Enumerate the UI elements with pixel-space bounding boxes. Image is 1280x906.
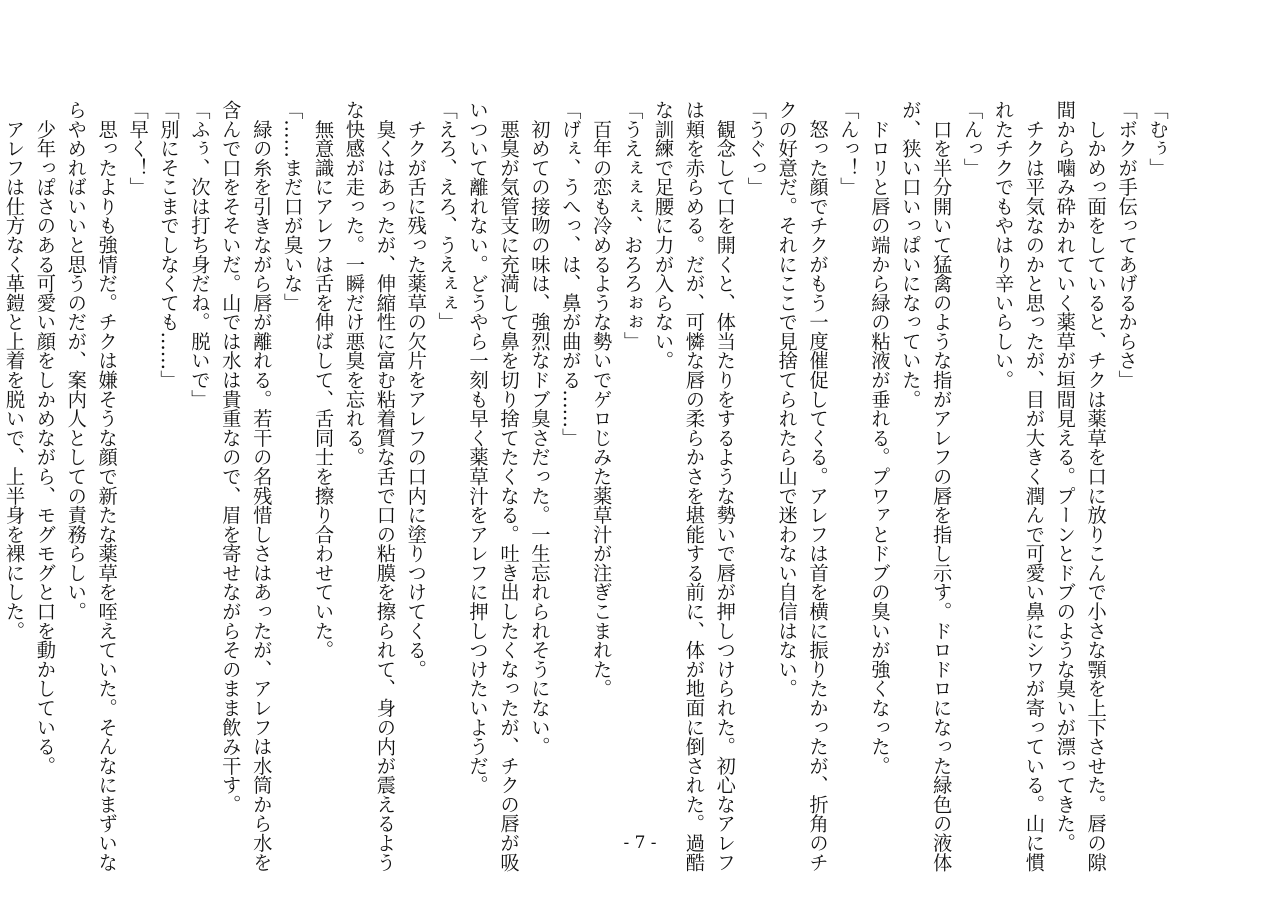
text-line: 百年の恋も冷めるような勢いでゲロじみた薬草汁が注ぎこまれた。 (589, 100, 613, 698)
text-line: 「早く！」 (126, 100, 150, 197)
text-line: アレフは仕方なく革鎧と上着を脱いで、上半身を裸にした。 (2, 100, 26, 641)
text-line: な訓練で足腰に力が入らない。 (651, 100, 675, 371)
text-line: れたチクでもやはり辛いらしい。 (991, 100, 1015, 390)
text-line: 「えろ、えろ、うえぇぇ」 (435, 100, 459, 332)
text-line: いついて離れない。どうやら一刻も早く薬草汁をアレフに押しつけたいようだ。 (466, 100, 490, 795)
text-line: 臭くはあったが、伸縮性に富む粘着質な舌で口の粘膜を擦られて、身の内が震えるよう (373, 100, 397, 872)
text-line: クの好意だ。それにここで見捨てられたら山で迷わない自信はない。 (775, 100, 799, 698)
text-line: チクが舌に残った薬草の欠片をアレフの口内に塗りつけてくる。 (404, 100, 428, 679)
text-line: が、狭い口いっぱいになっていた。 (898, 100, 922, 409)
text-line: 「ボクが手伝ってあげるからさ」 (1115, 100, 1139, 390)
text-line: ドロリと唇の端から緑の粘液が垂れる。プワァとドブの臭いが強くなった。 (867, 100, 891, 776)
text-line: 無意識にアレフは舌を伸ばして、舌同士を擦り合わせていた。 (311, 100, 335, 660)
text-line: らやめればいいと思うのだが、案内人としての責務らしい。 (64, 100, 88, 621)
text-line: 「げぇ、うへっ、は、鼻が曲がる……」 (558, 100, 582, 448)
text-line: 悪臭が気管支に充満して鼻を切り捨てたくなる。吐き出したくなったが、チクの唇が吸 (496, 100, 520, 872)
text-line: は頬を赤らめる。だが、可憐な唇の柔らかさを堪能する前に、体が地面に倒された。過酷 (682, 100, 706, 872)
text-line: 思ったよりも強情だ。チクは嫌そうな顔で新たな薬草を咥えていた。そんなにまずいな (95, 100, 119, 872)
text-line: 「うぐっ」 (744, 100, 768, 197)
text-line: 観念して口を開くと、体当たりをするような勢いで唇が押しつけられた。初心なアレフ (713, 100, 737, 872)
text-line: な快感が走った。一瞬だけ悪臭を忘れる。 (342, 100, 366, 467)
text-line: チクは平気なのかと思ったが、目が大きく潤んで可愛い鼻にシワが寄っている。山に慣 (1022, 100, 1046, 872)
text-line: 怒った顔でチクがもう一度催促してくる。アレフは首を横に振りたかったが、折角のチ (806, 100, 830, 872)
text-line: 「むぅ」 (1146, 100, 1169, 178)
text-line: 「んっ！」 (836, 100, 860, 197)
text-line: 「ふぅ、次は打ち身だね。脱いで」 (187, 100, 211, 409)
vertical-text-body (2, 100, 1172, 872)
text-line: 「んっ」 (960, 100, 984, 178)
text-line: 口を半分開いて猛禽のような指がアレフの唇を指し示す。ドロドロになった緑色の液体 (929, 100, 953, 872)
text-line: 「……まだ口が臭いな」 (280, 100, 304, 313)
page-number: - 7 - (623, 833, 657, 853)
text-line: 「別にそこまでしなくても……」 (157, 100, 180, 390)
text-line: 緑の糸を引きながら唇が離れる。若干の名残惜しさはあったが、アレフは水筒から水を (249, 100, 273, 872)
text-line: 初めての接吻の味は、強烈なドブ臭さだった。一生忘れられそうにない。 (527, 100, 551, 756)
text-line: しかめっ面をしていると、チクは薬草を口に放りこんで小さな顎を上下させた。唇の隙 (1084, 100, 1108, 872)
text-line: 間から噛み砕かれていく薬草が垣間見える。プーンとドブのような臭いが漂ってきた。 (1053, 100, 1077, 853)
text-line: 「うえぇぇぇ、おろろぉぉ」 (620, 100, 644, 351)
text-line: 少年っぽさのある可愛い顔をしかめながら、モグモグと口を動かしている。 (33, 100, 57, 776)
text-line: 含んで口をそそいだ。山では水は貴重なので、眉を寄せながらそのまま飲み干す。 (218, 100, 242, 814)
